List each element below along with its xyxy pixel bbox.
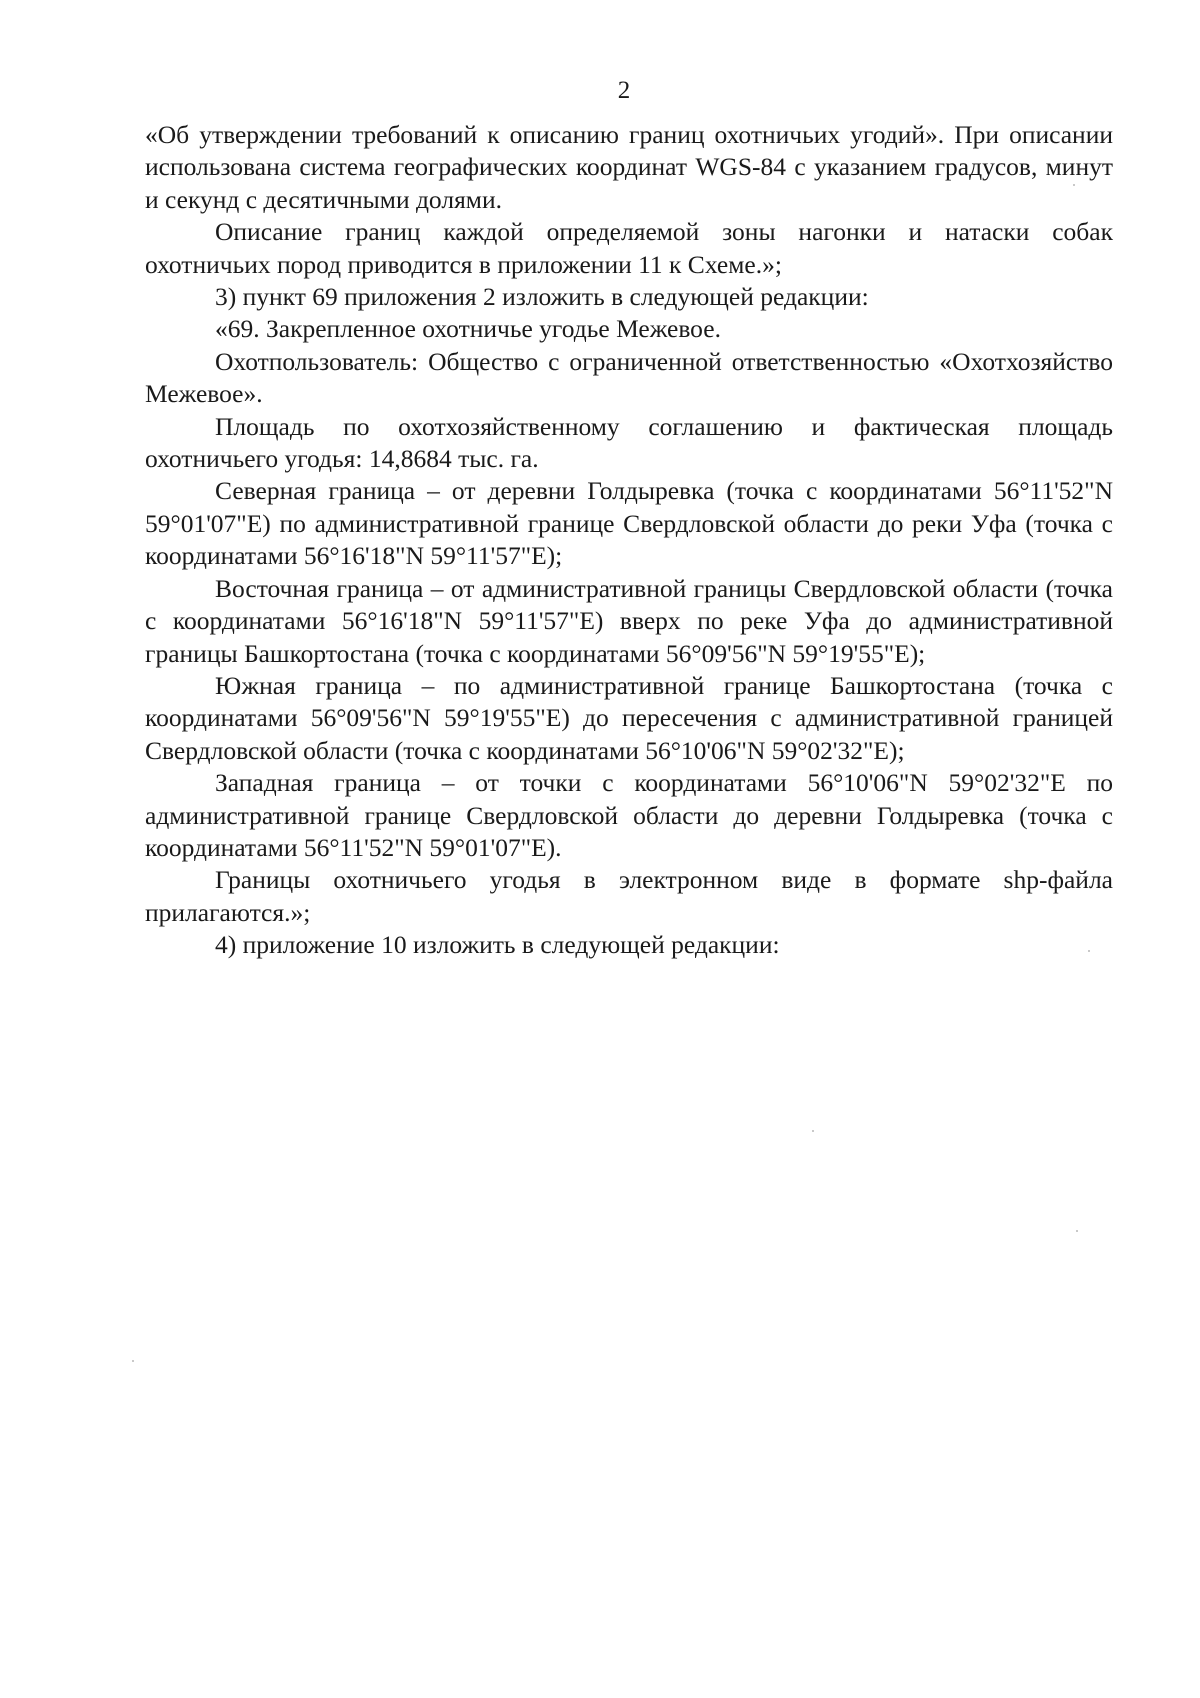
scan-speck (1073, 184, 1075, 186)
paragraph-hunting-user: Охотпользователь: Общество с ограниченной ответственностью «Охотхозяйство Межевое». (145, 346, 1113, 409)
paragraph-item-3: 3) пункт 69 приложения 2 изложить в следующей редакции: (215, 282, 869, 312)
scan-speck (1076, 1230, 1078, 1232)
paragraph-area: Площадь по охотхозяйственному соглашению и фактическая площадь охотничьего угодья: 14,8684 тыс. га. (145, 411, 1113, 474)
paragraph-zone-description: Описание границ каждой определяемой зоны нагонки и натаски собак охотничьих пород приводится в приложении 11 к Схеме.»; (145, 217, 1113, 279)
paragraph-south-border: Южная граница – по административной границе Башкортостана (точка с координатами 56°09'56"N 59°19'55"E) до пересечения с административной границей Свердловской области (точка с координатами 56°10'06"N 59°02'32"E); (145, 670, 1113, 765)
paragraph-continuation: «Об утверждении требований к описанию границ охотничьих угодий». При описании использована система географических координат WGS-84 с указанием градусов, минут и секунд с десятичными долями. (145, 120, 1113, 214)
page-number: 2 (617, 77, 631, 104)
scan-speck (812, 1130, 814, 1132)
document-body (145, 119, 1113, 962)
scan-speck (1088, 950, 1090, 952)
paragraph-west-border: Западная граница – от точки с координатами 56°10'06"N 59°02'32"E по административной границе Свердловской области до деревни Голдыревка (точка с координатами 56°11'52"N 59°01'07"E). (145, 768, 1113, 862)
paragraph-east-border: Восточная граница – от административной границы Свердловской области (точка с координатами 56°16'18"N 59°11'57"E) вверх по реке Уфа до административной границы Башкортостана (точка с координатами 56°09'56"N 59°19'55"E); (145, 573, 1113, 668)
paragraph-shp-files: Границы охотничьего угодья в электронном виде в формате shp-файла прилагаются.»; (145, 865, 1113, 927)
paragraph-item-4: 4) приложение 10 изложить в следующей редакции: (215, 930, 780, 960)
paragraph-north-border: Северная граница – от деревни Голдыревка (точка с координатами 56°11'52"N 59°01'07"E) по административной границе Свердловской области до реки Уфа (точка с координатами 56°16'18"N 59°11'57"E); (145, 476, 1113, 571)
scan-speck (132, 1360, 134, 1362)
paragraph-hunting-ground-title: «69. Закрепленное охотничье угодье Межевое. (215, 314, 721, 344)
